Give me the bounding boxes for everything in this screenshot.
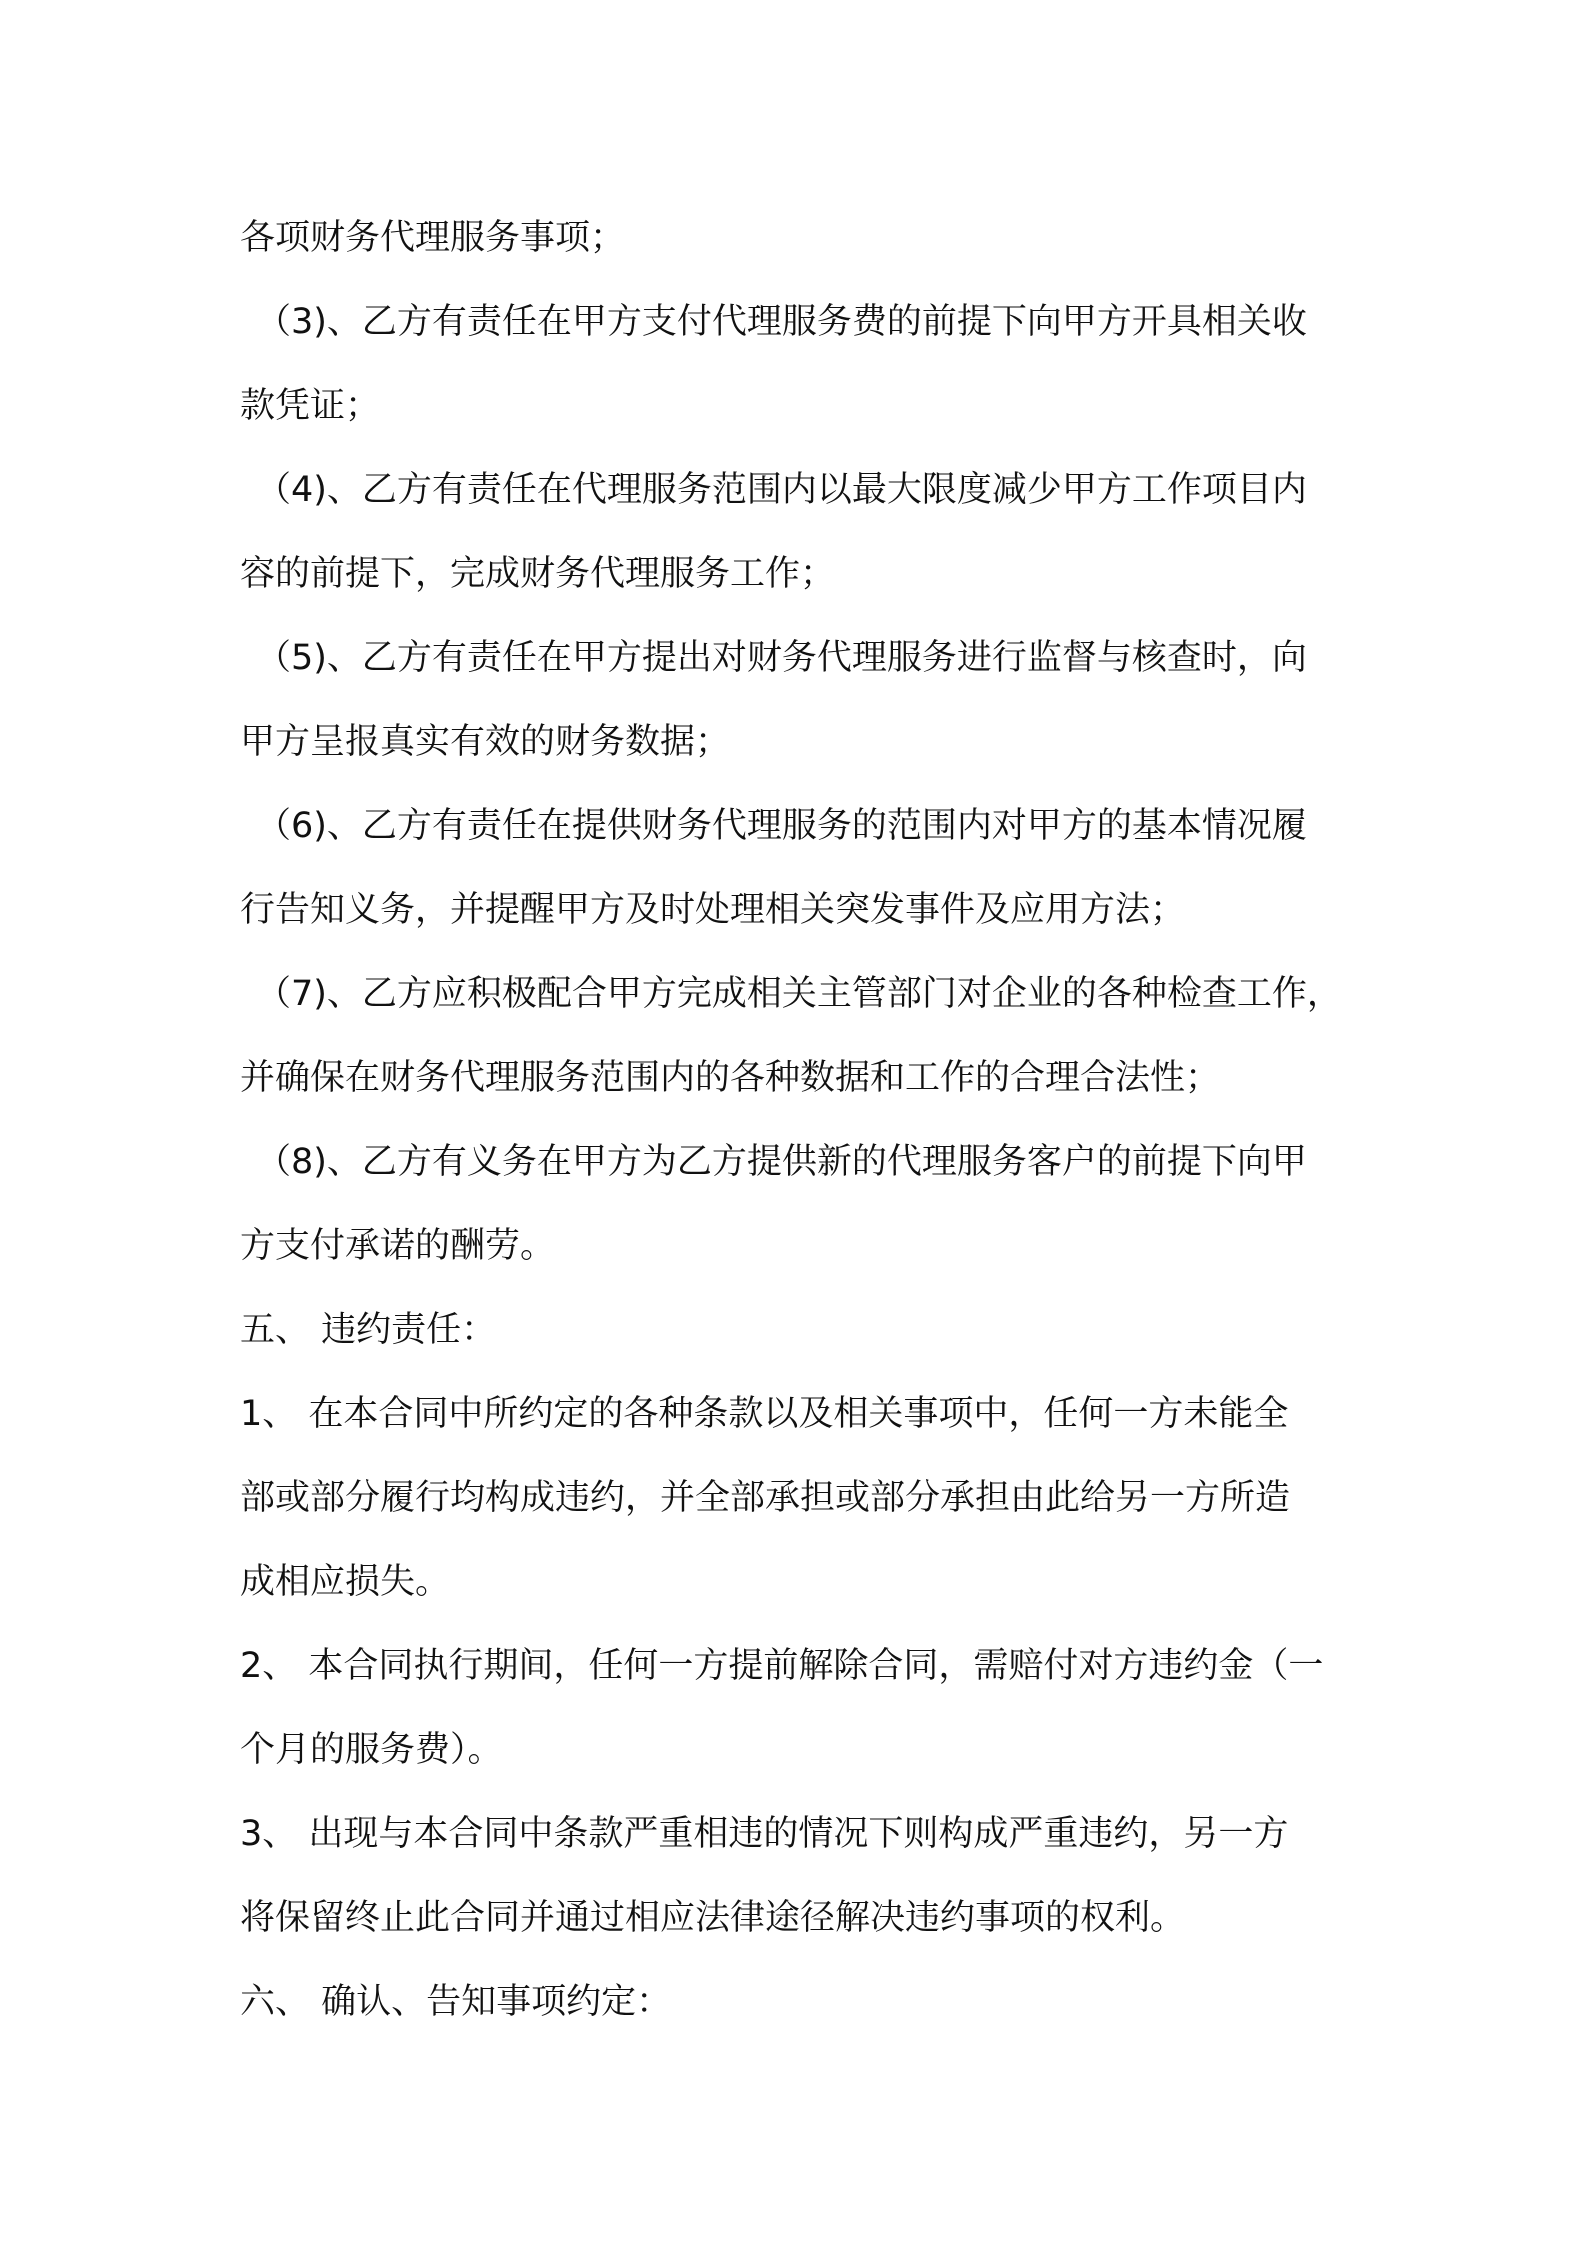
text-line: （4)、乙方有责任在代理服务范围内以最大限度减少甲方工作项目内: [256, 470, 1307, 510]
text-line: （7)、乙方应积极配合甲方完成相关主管部门对企业的各种检查工作，: [256, 974, 1342, 1014]
text-line: 行告知义务，并提醒甲方及时处理相关突发事件及应用方法；: [240, 890, 1186, 930]
text-line: 并确保在财务代理服务范围内的各种数据和工作的合理合法性；: [240, 1058, 1221, 1098]
text-line: 方支付承诺的酬劳。: [240, 1226, 556, 1266]
text-line: 成相应损失。: [240, 1562, 451, 1602]
text-line: 个月的服务费）。: [240, 1730, 503, 1770]
text-line: （3)、乙方有责任在甲方支付代理服务费的前提下向甲方开具相关收: [256, 302, 1307, 342]
text-line: 1、 在本合同中所约定的各种条款以及相关事项中，任何一方未能全: [240, 1394, 1289, 1434]
text-line: 五、 违约责任：: [240, 1310, 497, 1350]
text-line: 六、 确认、告知事项约定：: [240, 1982, 672, 2022]
text-line: 甲方呈报真实有效的财务数据；: [240, 722, 731, 762]
text-line: 2、 本合同执行期间，任何一方提前解除合同，需赔付对方违约金（一: [240, 1646, 1324, 1686]
text-line: 款凭证；: [240, 386, 381, 426]
text-line: 3、 出现与本合同中条款严重相违的情况下则构成严重违约，另一方: [240, 1814, 1289, 1854]
text-line: 部或部分履行均构成违约，并全部承担或部分承担由此给另一方所造: [240, 1478, 1291, 1518]
text-line: （5)、乙方有责任在甲方提出对财务代理服务进行监督与核查时，向: [256, 638, 1307, 678]
text-line: 容的前提下，完成财务代理服务工作；: [240, 554, 836, 594]
text-line: （8)、乙方有义务在甲方为乙方提供新的代理服务客户的前提下向甲: [256, 1142, 1307, 1182]
text-line: （6)、乙方有责任在提供财务代理服务的范围内对甲方的基本情况履: [256, 806, 1307, 846]
text-line: 各项财务代理服务事项；: [240, 218, 626, 258]
document-body: [240, 196, 1360, 2044]
text-line: 将保留终止此合同并通过相应法律途径解决违约事项的权利。: [240, 1898, 1186, 1938]
